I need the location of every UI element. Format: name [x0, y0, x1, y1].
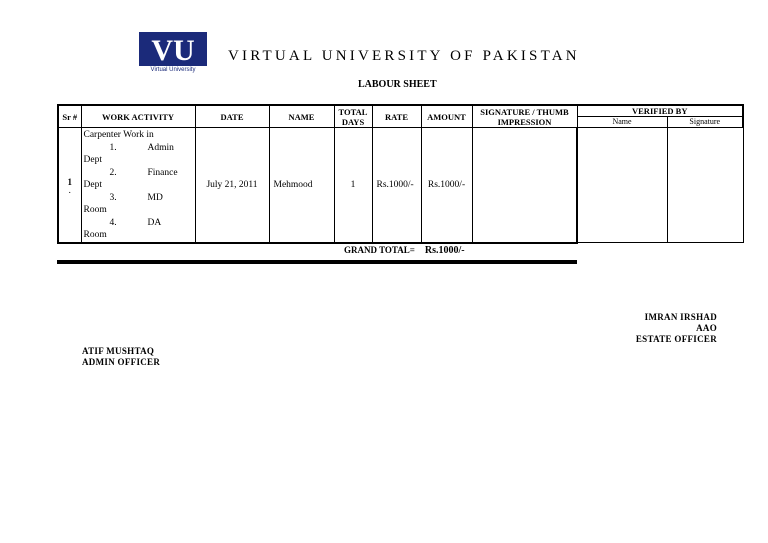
sheet-title: LABOUR SHEET	[358, 79, 437, 90]
grand-total-label: GRAND TOTAL=	[344, 245, 415, 255]
cell-rate: Rs.1000/-	[372, 128, 421, 243]
list-item	[84, 217, 193, 230]
signatory-right-line3: ESTATE OFFICER	[635, 334, 717, 344]
header-total-days: TOTAL DAYS	[334, 105, 372, 128]
header-date: DATE	[195, 105, 269, 128]
work-item-rest: Room	[83, 205, 107, 215]
cell-verified-name	[577, 128, 667, 243]
cell-sr	[58, 128, 81, 243]
header-amount: AMOUNT	[421, 105, 472, 128]
work-item-num: 2.	[109, 167, 117, 178]
logo-text: VU	[151, 34, 195, 66]
cell-sr-value: 1	[67, 176, 72, 187]
header-sr: Sr #	[58, 105, 81, 128]
logo-caption: Virtual University	[150, 67, 196, 73]
cell-signature	[472, 128, 577, 243]
list-item	[84, 142, 193, 155]
work-item-first: MD	[147, 192, 163, 203]
signatory-right	[636, 312, 717, 345]
cell-verified-signature	[667, 128, 743, 243]
work-item-rest: Dept	[83, 155, 102, 165]
work-item-num: 1.	[109, 142, 117, 153]
work-item-first: Admin	[147, 142, 174, 153]
list-item	[84, 192, 193, 205]
work-title: Carpenter Work in	[83, 130, 154, 140]
header-verified-by: VERIFIED BY	[577, 105, 743, 117]
header-rate: RATE	[372, 105, 421, 128]
grand-total-value: Rs.1000/-	[424, 245, 465, 256]
signatory-right-line2: AAO	[696, 323, 717, 333]
header-name: NAME	[269, 105, 334, 128]
divider	[57, 260, 577, 264]
work-item-rest: Dept	[83, 180, 102, 190]
work-item-num: 3.	[109, 192, 117, 203]
grand-total	[344, 245, 465, 256]
vu-logo-mark	[139, 32, 207, 66]
list-item	[84, 167, 193, 180]
cell-amount: Rs.1000/-	[421, 128, 472, 243]
table-row	[58, 128, 743, 243]
header-verified-name: Name	[577, 117, 667, 128]
work-item-first: Finance	[147, 167, 178, 178]
cell-sr-dot: .	[68, 184, 71, 195]
work-item-rest: Room	[83, 230, 107, 240]
labour-sheet-table	[57, 104, 744, 244]
cell-name: Mehmood	[269, 128, 334, 243]
work-item-num: 4.	[109, 217, 117, 228]
cell-date: July 21, 2011	[195, 128, 269, 243]
signatory-left-line2: ADMIN OFFICER	[82, 357, 161, 367]
university-title: VIRTUAL UNIVERSITY OF PAKISTAN	[228, 48, 580, 64]
header-verified-signature: Signature	[667, 117, 743, 128]
header-signature: SIGNATURE / THUMB IMPRESSION	[472, 105, 577, 128]
header-work-activity: WORK ACTIVITY	[81, 105, 195, 128]
signatory-left	[82, 346, 160, 368]
signatory-right-name: IMRAN IRSHAD	[644, 312, 717, 322]
work-item-first: DA	[147, 217, 162, 228]
cell-work-activity	[81, 128, 195, 243]
signatory-left-name: ATIF MUSHTAQ	[82, 346, 155, 356]
cell-total-days: 1	[334, 128, 372, 243]
